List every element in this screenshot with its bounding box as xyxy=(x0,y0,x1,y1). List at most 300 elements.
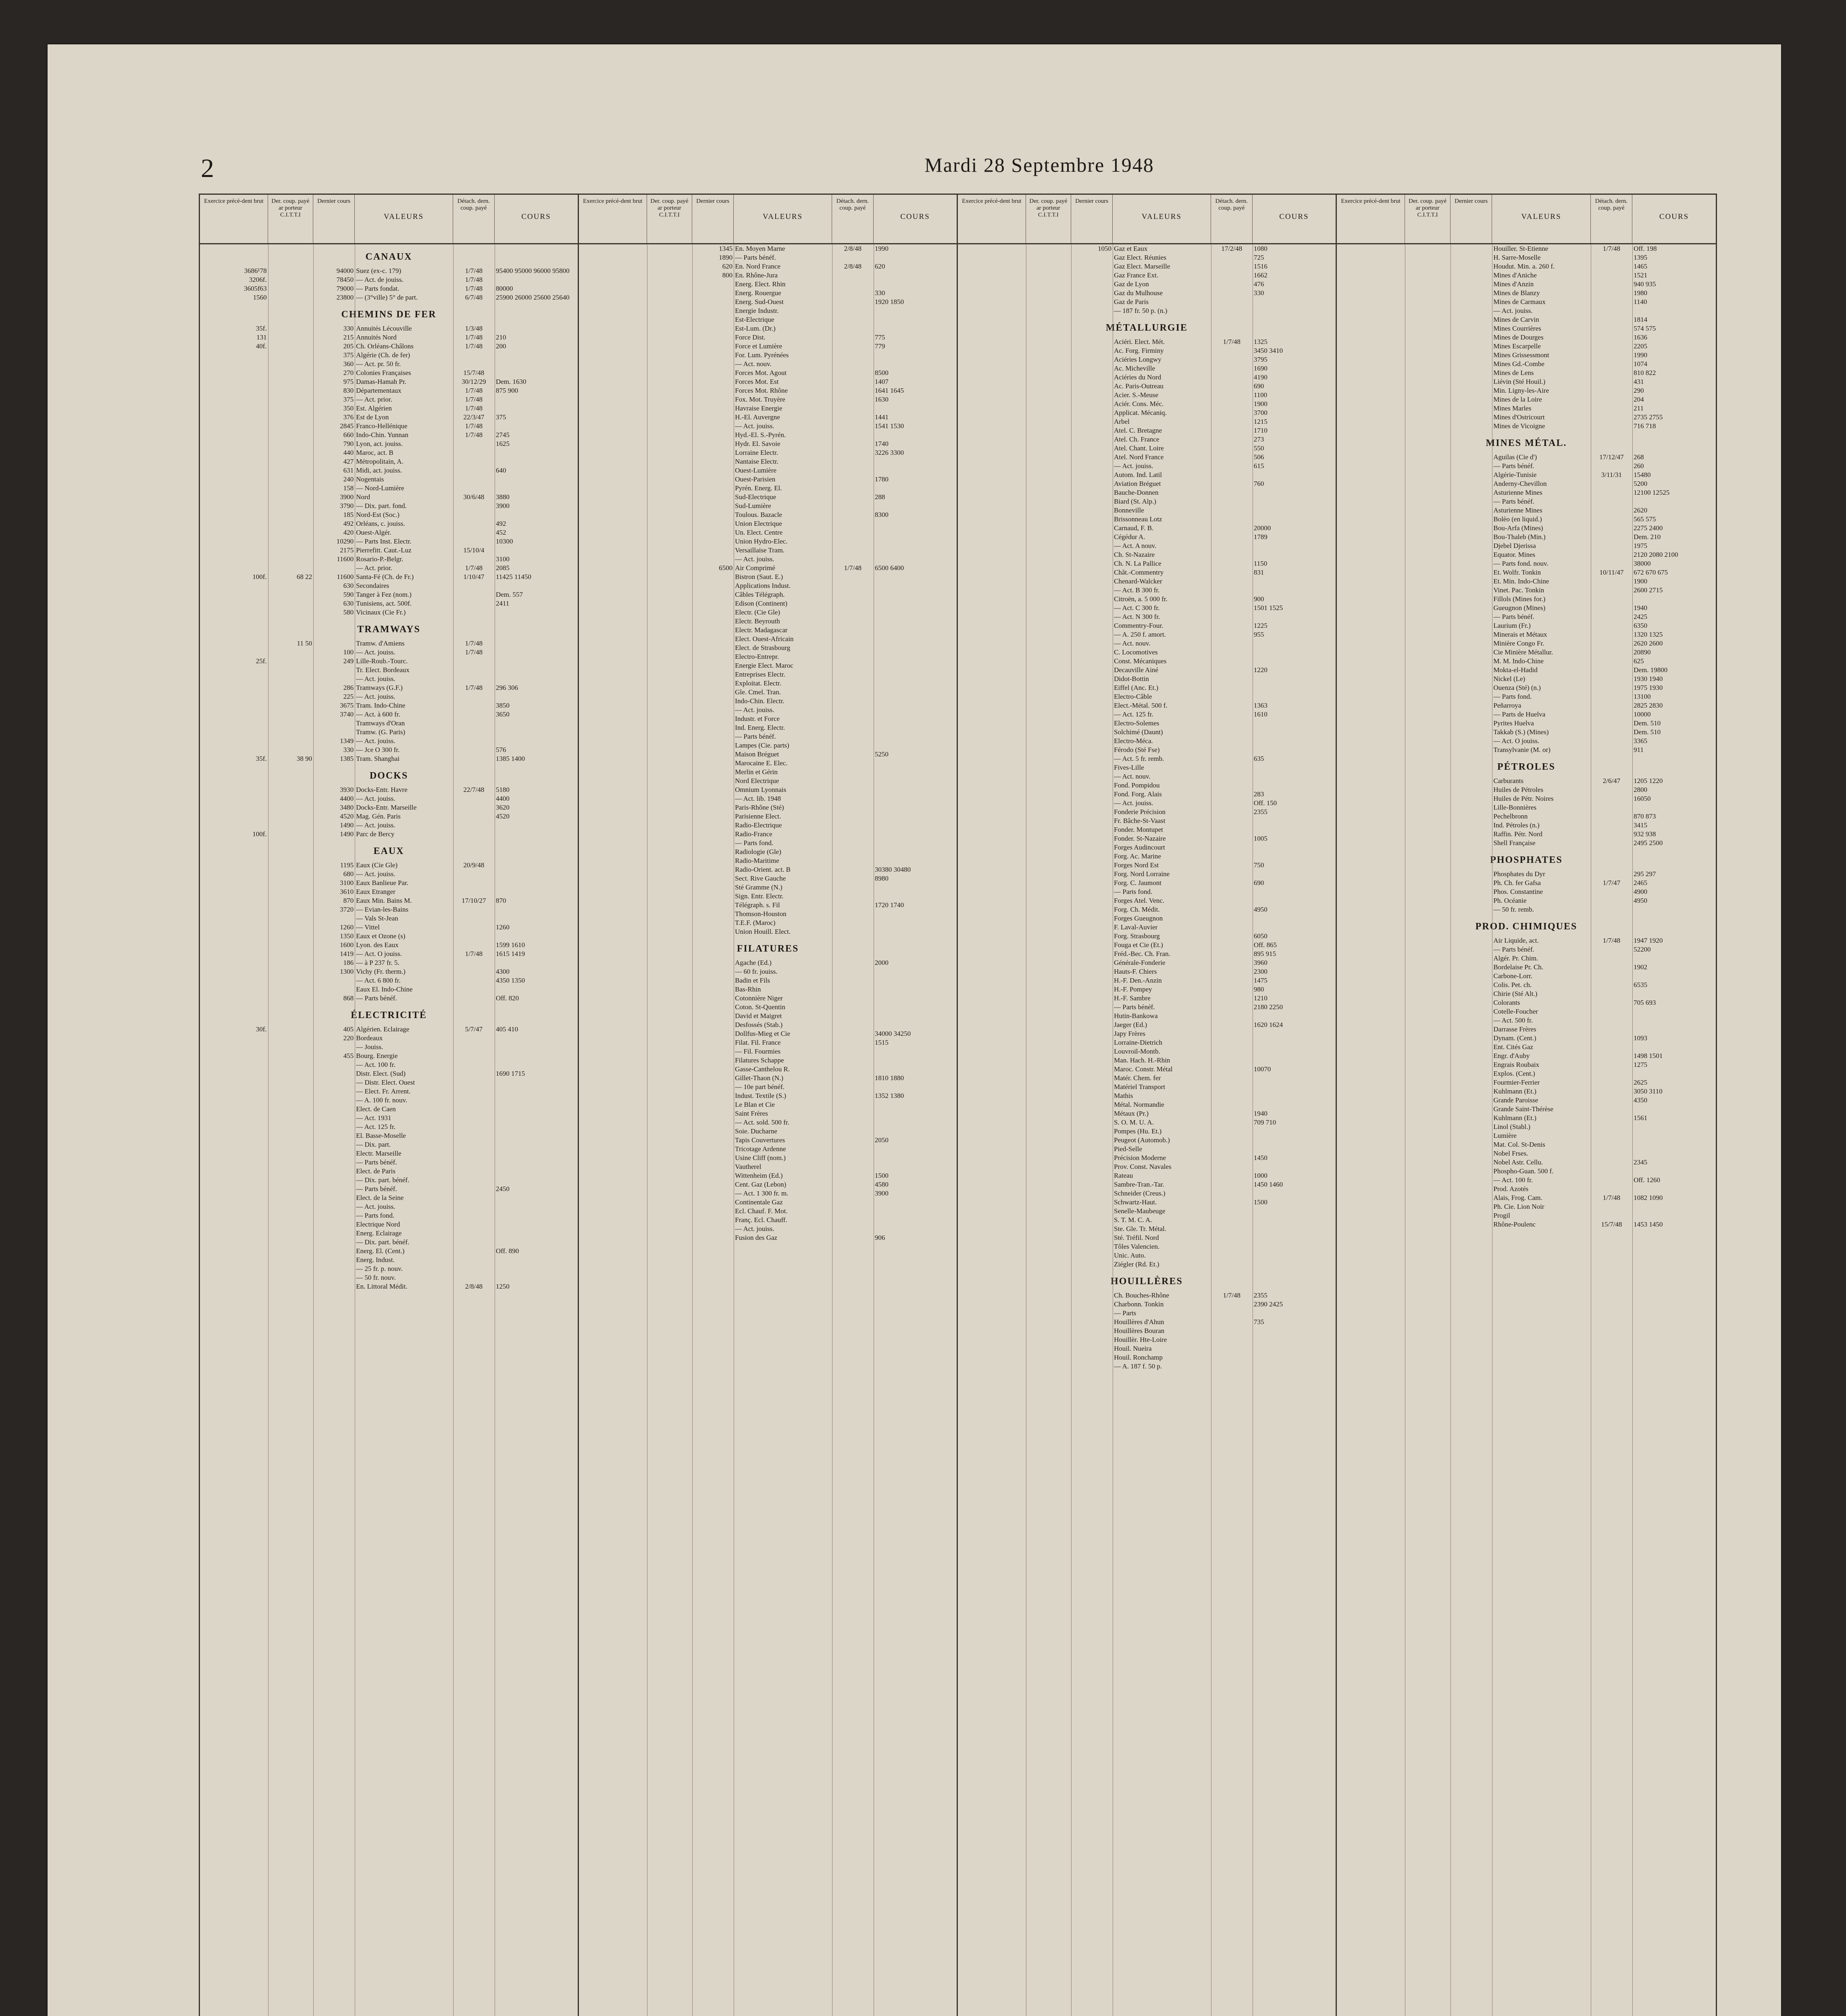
security-name: — Vals St-Jean xyxy=(356,914,398,922)
prev-dividend xyxy=(958,1020,1026,1029)
coupon-paid xyxy=(1405,896,1451,905)
coupon-paid xyxy=(1405,422,1451,431)
coupon-date xyxy=(1211,1056,1253,1065)
coupon-paid xyxy=(1405,253,1451,262)
coupon-date: 22/7/48 xyxy=(463,786,485,793)
coupon-paid xyxy=(647,1198,692,1207)
quotation-row xyxy=(958,1100,1336,1109)
price xyxy=(874,994,957,1003)
security-name: Fourmier-Ferrier xyxy=(1493,1079,1540,1086)
coupon-paid xyxy=(268,1052,313,1060)
coupon-date xyxy=(453,728,495,737)
coupon-date xyxy=(453,1140,495,1149)
prev-dividend xyxy=(579,901,647,910)
prev-dividend xyxy=(958,763,1026,772)
column-header: Dernier cours xyxy=(1451,195,1492,243)
last-price xyxy=(1071,1003,1113,1012)
coupon-paid xyxy=(1405,963,1451,972)
coupon-paid xyxy=(647,342,692,351)
coupon-paid xyxy=(1405,746,1451,754)
price xyxy=(1253,896,1336,905)
security-name: Tramways (G.F.) xyxy=(356,684,403,691)
coupon-paid xyxy=(268,692,313,701)
quotation-row xyxy=(958,559,1336,568)
security-name: Télégraph. s. Fil xyxy=(735,901,780,909)
price xyxy=(1632,1149,1716,1158)
coupon-date xyxy=(453,958,495,967)
section-title: CHEMINS DE FER xyxy=(341,309,437,320)
quotation-row xyxy=(579,644,957,652)
coupon-date xyxy=(1591,746,1632,754)
quotation-row xyxy=(579,519,957,528)
prev-dividend xyxy=(1337,1025,1405,1034)
quotation-row xyxy=(579,360,957,369)
quotation-row xyxy=(958,364,1336,373)
price: 1352 1380 xyxy=(874,1092,904,1100)
quotation-row xyxy=(579,351,957,360)
quotation-row xyxy=(200,1131,578,1140)
security-name: Pechelbronn xyxy=(1493,812,1528,820)
coupon-paid xyxy=(268,932,313,941)
price xyxy=(874,280,957,289)
security-name: Chât.-Commentry xyxy=(1114,569,1164,576)
prev-dividend xyxy=(958,400,1026,408)
prev-dividend xyxy=(1337,1202,1405,1211)
last-price xyxy=(692,652,734,661)
coupon-date xyxy=(453,484,495,493)
quotation-row xyxy=(579,546,957,555)
prev-dividend xyxy=(1337,839,1405,848)
coupon-date xyxy=(453,812,495,821)
coupon-paid xyxy=(268,746,313,754)
security-name: Mines de Carvin xyxy=(1493,316,1539,323)
security-name: Matériel Transport xyxy=(1114,1083,1165,1091)
coupon-paid xyxy=(1026,1318,1071,1327)
price xyxy=(1253,1233,1336,1242)
coupon-date: 1/7/48 xyxy=(465,333,483,341)
coupon-paid xyxy=(1026,967,1071,976)
quotation-row xyxy=(1337,533,1716,541)
prev-dividend xyxy=(1337,719,1405,728)
coupon-date xyxy=(453,439,495,448)
coupon-date: 1/7/48 xyxy=(1603,1194,1621,1202)
quotation-row xyxy=(579,377,957,386)
prev-dividend xyxy=(200,1105,268,1114)
prev-dividend xyxy=(958,719,1026,728)
coupon-paid xyxy=(1026,994,1071,1003)
coupon-paid xyxy=(1026,1291,1071,1300)
prev-dividend xyxy=(958,790,1026,799)
last-price xyxy=(1071,666,1113,675)
quotation-row xyxy=(958,790,1336,799)
prev-dividend xyxy=(1337,1158,1405,1167)
coupon-paid xyxy=(1026,896,1071,905)
coupon-date: 1/7/48 xyxy=(1223,338,1241,346)
coupon-paid xyxy=(1026,834,1071,843)
security-name: Senelle-Maubeuge xyxy=(1114,1207,1165,1215)
coupon-date xyxy=(1211,621,1253,630)
security-name: Forges Nord Est xyxy=(1114,861,1159,869)
price xyxy=(495,958,578,967)
quotation-row xyxy=(200,360,578,369)
price xyxy=(874,839,957,848)
quotation-row xyxy=(1337,497,1716,506)
security-name: Commentry-Four. xyxy=(1114,622,1163,629)
last-price xyxy=(692,759,734,768)
last-price xyxy=(692,599,734,608)
security-name: — Jce O 300 fr. xyxy=(356,746,400,754)
last-price xyxy=(1451,488,1492,497)
last-price: 3900 xyxy=(340,493,354,501)
prev-dividend xyxy=(958,1136,1026,1145)
prev-dividend xyxy=(958,1047,1026,1056)
prev-dividend xyxy=(1337,324,1405,333)
quotation-row xyxy=(579,386,957,395)
last-price xyxy=(1071,896,1113,905)
last-price xyxy=(1451,289,1492,298)
prev-dividend xyxy=(200,395,268,404)
last-price: 1490 xyxy=(340,830,354,838)
coupon-date xyxy=(1211,763,1253,772)
last-price: 1349 xyxy=(340,737,354,745)
price: 940 935 xyxy=(1634,280,1656,288)
price: 330 xyxy=(874,289,885,297)
column-header: VALEURS xyxy=(734,195,832,243)
quotation-row xyxy=(579,1198,957,1207)
quotation-row xyxy=(579,510,957,519)
coupon-paid xyxy=(1026,1065,1071,1074)
price xyxy=(1253,471,1336,479)
quotation-row xyxy=(200,475,578,484)
coupon-date xyxy=(832,821,874,830)
price xyxy=(495,1060,578,1069)
quotation-row xyxy=(958,497,1336,506)
last-price xyxy=(1071,1216,1113,1225)
price: 1990 xyxy=(874,245,889,252)
last-price xyxy=(692,768,734,777)
price xyxy=(1253,1056,1336,1065)
security-name: Fusion des Gaz xyxy=(735,1234,777,1241)
coupon-date xyxy=(1211,1100,1253,1109)
security-name: Bordeaux xyxy=(356,1034,383,1042)
prev-dividend xyxy=(579,1136,647,1145)
last-price xyxy=(1451,737,1492,746)
last-price xyxy=(1071,1118,1113,1127)
quotation-row xyxy=(1337,812,1716,821)
coupon-date xyxy=(1591,524,1632,533)
coupon-date xyxy=(1211,976,1253,985)
quotation-row xyxy=(958,1047,1336,1056)
security-name: — Act. jouiss. xyxy=(735,422,774,430)
coupon-paid xyxy=(647,985,692,994)
quotation-row xyxy=(579,493,957,502)
security-name: H.-F. Sambre xyxy=(1114,994,1151,1002)
price xyxy=(495,666,578,675)
security-name: Tanger à Fez (nom.) xyxy=(356,591,412,598)
quotation-row xyxy=(200,1078,578,1087)
price xyxy=(1253,1260,1336,1269)
last-price xyxy=(1071,1083,1113,1091)
price xyxy=(1253,1091,1336,1100)
quotation-row xyxy=(958,1216,1336,1225)
price xyxy=(1253,648,1336,657)
coupon-date xyxy=(453,666,495,675)
quotation-row xyxy=(958,400,1336,408)
quotation-row xyxy=(958,896,1336,905)
quotation-row xyxy=(958,701,1336,710)
prev-dividend xyxy=(958,843,1026,852)
prev-dividend xyxy=(579,1118,647,1127)
last-price xyxy=(1071,763,1113,772)
price: 8980 xyxy=(874,875,889,882)
quotation-row xyxy=(579,830,957,839)
coupon-paid xyxy=(1026,879,1071,887)
price: 5200 xyxy=(1634,480,1648,487)
prev-dividend xyxy=(958,1038,1026,1047)
market-section xyxy=(1337,848,1716,914)
quotation-row xyxy=(579,967,957,976)
security-name: Energ. Elect. Rhin xyxy=(735,280,786,288)
last-price xyxy=(692,528,734,537)
section-title: FILATURES xyxy=(737,943,799,954)
quotation-row xyxy=(1337,1167,1716,1176)
coupon-paid xyxy=(1405,905,1451,914)
coupon-paid xyxy=(268,887,313,896)
price xyxy=(495,1149,578,1158)
coupon-date xyxy=(1211,1344,1253,1353)
coupon-paid xyxy=(1405,488,1451,497)
prev-dividend xyxy=(579,661,647,670)
security-name: Man. Hach. H.-Rhin xyxy=(1114,1056,1170,1064)
price xyxy=(874,617,957,626)
prev-dividend xyxy=(958,1012,1026,1020)
coupon-date xyxy=(453,870,495,879)
coupon-date: 1/7/48 xyxy=(465,276,483,283)
security-name: Applications Indust. xyxy=(735,582,791,589)
last-price: 286 xyxy=(343,684,354,691)
last-price: 1419 xyxy=(340,950,354,958)
coupon-date xyxy=(453,914,495,923)
security-name: Ind. Energ. Electr. xyxy=(735,724,785,731)
security-name: Applicat. Mécaniq. xyxy=(1114,409,1167,417)
price: 574 575 xyxy=(1634,325,1656,332)
last-price: 630 xyxy=(343,582,354,589)
coupon-date xyxy=(832,1171,874,1180)
coupon-paid xyxy=(1405,342,1451,351)
last-price xyxy=(1071,515,1113,524)
security-name: Aciér. Cons. Méc. xyxy=(1114,400,1164,408)
prev-dividend xyxy=(200,1060,268,1069)
last-price: 1350 xyxy=(340,932,354,940)
coupon-paid xyxy=(647,564,692,573)
quotation-row xyxy=(579,1091,957,1100)
security-name: — Act. jouiss. xyxy=(735,555,774,563)
section-title: HOUILLÈRES xyxy=(1111,1276,1183,1287)
price xyxy=(1253,577,1336,586)
coupon-paid xyxy=(1026,657,1071,666)
prev-dividend xyxy=(200,1087,268,1096)
coupon-paid xyxy=(268,351,313,360)
price: 1453 1450 xyxy=(1634,1220,1663,1228)
coupon-paid xyxy=(1026,453,1071,462)
price: 2825 2830 xyxy=(1634,702,1663,709)
last-price: 3790 xyxy=(340,502,354,510)
coupon-date xyxy=(832,1198,874,1207)
last-price xyxy=(1451,506,1492,515)
coupon-date xyxy=(832,608,874,617)
prev-dividend xyxy=(200,528,268,537)
security-name: Equator. Mines xyxy=(1493,551,1536,558)
last-price xyxy=(1451,497,1492,506)
price xyxy=(1253,746,1336,754)
market-section xyxy=(200,763,578,839)
column-body xyxy=(1337,244,1716,2016)
prev-dividend xyxy=(1337,280,1405,289)
price xyxy=(1253,923,1336,932)
security-name: Indo-Chin. Yunnan xyxy=(356,431,408,439)
price: 1215 xyxy=(1253,418,1267,425)
quotation-row xyxy=(1337,972,1716,981)
quotation-row xyxy=(579,777,957,785)
price: 1636 xyxy=(1634,333,1648,341)
quotation-row xyxy=(579,901,957,910)
coupon-paid xyxy=(1026,541,1071,550)
coupon-date xyxy=(453,1149,495,1158)
coupon-paid xyxy=(1405,289,1451,298)
coupon-paid xyxy=(647,528,692,537)
coupon-paid xyxy=(1026,746,1071,754)
last-price xyxy=(1451,839,1492,848)
last-price: 23800 xyxy=(336,294,354,301)
prev-dividend xyxy=(200,386,268,395)
coupon-date xyxy=(1211,1012,1253,1020)
prev-dividend: 131 xyxy=(256,333,267,341)
last-price: 1890 xyxy=(719,254,733,261)
price: 10070 xyxy=(1253,1065,1271,1073)
coupon-paid xyxy=(1026,1038,1071,1047)
last-price xyxy=(692,803,734,812)
quotation-row xyxy=(958,408,1336,417)
last-price xyxy=(692,573,734,581)
quotation-row xyxy=(200,830,578,839)
prev-dividend xyxy=(958,1109,1026,1118)
last-price xyxy=(1451,324,1492,333)
coupon-date xyxy=(453,675,495,683)
coupon-paid xyxy=(1405,404,1451,413)
coupon-date xyxy=(453,1043,495,1052)
quotation-row xyxy=(958,1344,1336,1353)
prev-dividend xyxy=(200,1238,268,1247)
coupon-paid xyxy=(1405,324,1451,333)
security-name: Vichy (Fr. therm.) xyxy=(356,968,406,975)
coupon-paid xyxy=(268,537,313,546)
market-section xyxy=(200,244,578,302)
prev-dividend xyxy=(1337,541,1405,550)
coupon-date xyxy=(832,617,874,626)
quotation-row xyxy=(958,719,1336,728)
quotation-row xyxy=(1337,404,1716,413)
security-name: Force et Lumière xyxy=(735,342,783,350)
quotation-row xyxy=(200,1220,578,1229)
coupon-paid xyxy=(647,573,692,581)
last-price xyxy=(1071,1344,1113,1353)
security-name: Est-Electrique xyxy=(735,316,774,323)
prev-dividend xyxy=(200,1211,268,1220)
coupon-paid xyxy=(1026,1003,1071,1012)
last-price xyxy=(313,1123,355,1131)
security-name: — Parts fondat. xyxy=(356,285,400,292)
security-name: Eaux Banlieue Par. xyxy=(356,879,408,887)
prev-dividend xyxy=(958,692,1026,701)
prev-dividend xyxy=(958,772,1026,781)
prev-dividend xyxy=(958,444,1026,453)
security-name: Forces Mot. Est xyxy=(735,378,779,385)
prev-dividend xyxy=(958,1091,1026,1100)
coupon-paid xyxy=(647,1012,692,1020)
price xyxy=(1632,1211,1716,1220)
prev-dividend xyxy=(579,759,647,768)
price xyxy=(495,475,578,484)
coupon-paid xyxy=(647,262,692,271)
security-name: Marocaine E. Elec. xyxy=(735,759,788,767)
coupon-paid xyxy=(268,737,313,746)
quotation-row xyxy=(958,621,1336,630)
security-name: Citroën, a. 5 000 fr. xyxy=(1114,595,1168,603)
quotation-row xyxy=(958,577,1336,586)
prev-dividend xyxy=(958,373,1026,382)
coupon-date xyxy=(1591,621,1632,630)
security-name: Cotelle-Foucher xyxy=(1493,1008,1538,1015)
coupon-date xyxy=(1211,524,1253,533)
security-name: Fouga et Cie (Et.) xyxy=(1114,941,1163,949)
quotation-row xyxy=(200,1025,578,1034)
prev-dividend xyxy=(958,941,1026,950)
quotation-row xyxy=(958,692,1336,701)
quotation-row xyxy=(958,306,1336,315)
coupon-date xyxy=(453,555,495,564)
coupon-date xyxy=(1211,1198,1253,1207)
last-price xyxy=(692,324,734,333)
last-price xyxy=(1071,1171,1113,1180)
market-section xyxy=(579,244,957,936)
last-price xyxy=(1451,812,1492,821)
security-name: — 25 fr. p. nouv. xyxy=(356,1265,403,1272)
last-price: 225 xyxy=(343,693,354,700)
last-price xyxy=(692,1029,734,1038)
coupon-date xyxy=(453,581,495,590)
last-price: 185 xyxy=(343,511,354,519)
security-name: — Act. à 600 fr. xyxy=(356,710,400,718)
coupon-date xyxy=(832,271,874,280)
coupon-paid xyxy=(647,1065,692,1074)
quotation-row xyxy=(200,887,578,896)
security-name: Gaz France Ext. xyxy=(1114,271,1159,279)
coupon-date xyxy=(832,1091,874,1100)
security-name: — Parts fond. nouv. xyxy=(1493,560,1548,567)
coupon-date xyxy=(1211,1216,1253,1225)
quotation-row xyxy=(958,382,1336,391)
quotation-row xyxy=(579,422,957,431)
prev-dividend xyxy=(200,923,268,932)
quotation-row xyxy=(1337,803,1716,812)
prev-dividend xyxy=(958,559,1026,568)
prev-dividend xyxy=(1337,785,1405,794)
coupon-date xyxy=(453,1114,495,1123)
coupon-date xyxy=(832,546,874,555)
prev-dividend xyxy=(579,865,647,874)
prev-dividend xyxy=(958,1083,1026,1091)
last-price xyxy=(692,892,734,901)
